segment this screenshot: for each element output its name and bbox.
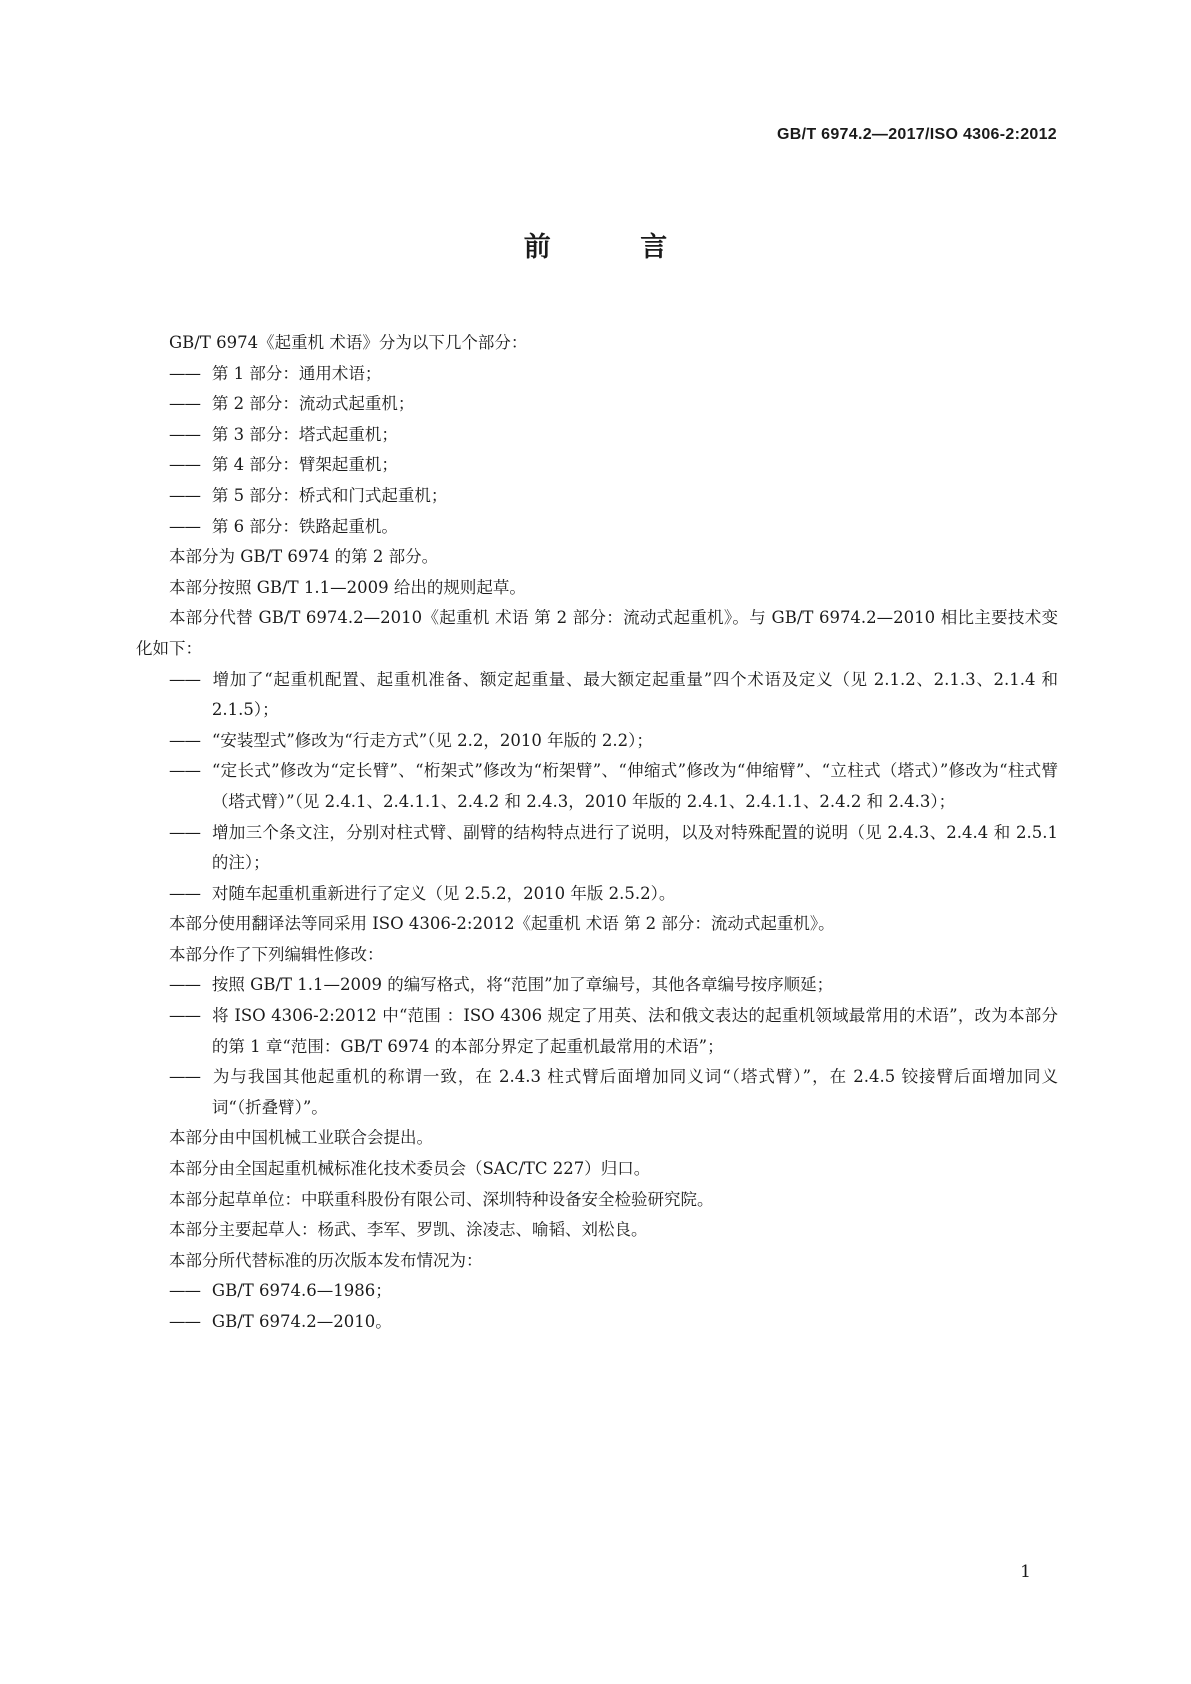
dash-mark: —— bbox=[169, 669, 200, 689]
list-item bbox=[169, 756, 1058, 817]
paragraph bbox=[136, 328, 1058, 359]
list-item bbox=[169, 726, 1058, 757]
paragraph-text: “安装型式”修改为“行走方式”（见 2.2，2010 年版的 2.2）； bbox=[211, 730, 653, 750]
dash-mark: —— bbox=[169, 363, 200, 383]
paragraph bbox=[136, 542, 1058, 573]
paragraph bbox=[136, 1215, 1058, 1246]
paragraph bbox=[136, 1154, 1058, 1185]
paragraph-text: 将 ISO 4306-2:2012 中“范围 ：ISO 4306 规定了用英、法和俄文表达的起重机领域最常用的术语”，改为本部分的第 1 章“范围：GB/T 6974 的本部分界定了起重机最常用的术语”； bbox=[211, 1006, 1058, 1056]
paragraph-text: GB/T 6974《起重机 术语》分为以下几个部分： bbox=[169, 333, 528, 352]
paragraph-text: “定长式”修改为“定长臂”、“桁架式”修改为“桁架臂”、“伸缩式”修改为“伸缩臂”、“立柱式（塔式）”修改为“柱式臂（塔式臂）”（见 2.4.1、2.4.1.1、2.4.2 和 2.4.3，2010 年版的 2.4.1、2.4.1.1、2.4.2 和 2.4.3）； bbox=[211, 761, 1058, 811]
page-number: 1 bbox=[1020, 1562, 1031, 1582]
paragraph-text: GB/T 6974.2—2010。 bbox=[211, 1312, 392, 1331]
paragraph-text: 本部分主要起草人：杨武、李军、罗凯、涂凌志、喻韬、刘松良。 bbox=[169, 1220, 648, 1240]
paragraph-text: 第 6 部分：铁路起重机。 bbox=[211, 516, 398, 536]
dash-mark: —— bbox=[169, 761, 200, 781]
paragraph-text: 第 4 部分：臂架起重机； bbox=[211, 455, 398, 475]
paragraph bbox=[136, 940, 1058, 971]
dash-mark: —— bbox=[169, 822, 200, 842]
paragraph-text: GB/T 6974.6—1986； bbox=[211, 1281, 392, 1301]
paragraph-text: 第 1 部分：通用术语； bbox=[211, 363, 382, 383]
list-item bbox=[169, 420, 1058, 451]
list-item bbox=[169, 481, 1058, 512]
dash-mark: —— bbox=[169, 1006, 200, 1026]
standard-number: GB/T 6974.2—2017/ISO 4306-2:2012 bbox=[777, 126, 1057, 143]
paragraph-text: 本部分按照 GB/T 1.1—2009 给出的规则起草。 bbox=[169, 577, 526, 597]
list-item bbox=[169, 359, 1058, 390]
paragraph bbox=[136, 1185, 1058, 1216]
paragraph-text: 对随车起重机重新进行了定义（见 2.5.2，2010 年版 2.5.2）。 bbox=[211, 883, 676, 903]
list-item bbox=[169, 512, 1058, 543]
paragraph-text: 本部分作了下列编辑性修改： bbox=[169, 944, 384, 964]
paragraph-text: 第 3 部分：塔式起重机； bbox=[211, 424, 398, 444]
paragraph-text: 第 5 部分：桥式和门式起重机； bbox=[211, 485, 448, 505]
list-item bbox=[169, 1062, 1058, 1123]
list-item bbox=[169, 1001, 1058, 1062]
list-item bbox=[169, 665, 1058, 726]
dash-mark: —— bbox=[169, 975, 200, 995]
list-item bbox=[169, 450, 1058, 481]
dash-mark: —— bbox=[169, 424, 200, 444]
dash-mark: —— bbox=[169, 883, 200, 903]
paragraph-text: 本部分由全国起重机械标准化技术委员会（SAC/TC 227）归口。 bbox=[169, 1159, 651, 1179]
dash-mark: —— bbox=[169, 485, 200, 505]
paragraph bbox=[136, 909, 1058, 940]
paragraph-text: 增加三个条文注，分别对柱式臂、副臂的结构特点进行了说明，以及对特殊配置的说明（见 2.4.3、2.4.4 和 2.5.1 的注）； bbox=[211, 822, 1058, 873]
paragraph-text: 按照 GB/T 1.1—2009 的编写格式，将“范围”加了章编号，其他各章编号按序顺延； bbox=[211, 975, 834, 995]
paragraph-text: 增加了“起重机配置、起重机准备、额定起重量、最大额定起重量”四个术语及定义（见 2.1.2、2.1.3、2.1.4 和 2.1.5）； bbox=[211, 669, 1058, 720]
paragraph-text: 第 2 部分：流动式起重机； bbox=[211, 394, 415, 414]
foreword-body bbox=[136, 328, 1058, 1338]
list-item bbox=[169, 1276, 1058, 1307]
list-item bbox=[169, 389, 1058, 420]
list-item bbox=[169, 970, 1058, 1001]
list-item bbox=[169, 1307, 1058, 1338]
dash-mark: —— bbox=[169, 1312, 200, 1331]
paragraph-text: 为与我国其他起重机的称谓一致，在 2.4.3 柱式臂后面增加同义词“（塔式臂）”，在 2.4.5 铰接臂后面增加同义词“（折叠臂）”。 bbox=[211, 1067, 1058, 1117]
dash-mark: —— bbox=[169, 394, 200, 414]
dash-mark: —— bbox=[169, 516, 200, 536]
paragraph bbox=[136, 1123, 1058, 1154]
paragraph-text: 本部分代替 GB/T 6974.2—2010《起重机 术语 第 2 部分：流动式起重机》。与 GB/T 6974.2—2010 相比主要技术变化如下： bbox=[136, 608, 1058, 658]
paragraph bbox=[136, 573, 1058, 604]
paragraph bbox=[136, 1246, 1058, 1277]
page-title: 前 言 bbox=[523, 232, 708, 263]
dash-mark: —— bbox=[169, 455, 200, 475]
dash-mark: —— bbox=[169, 1067, 200, 1087]
paragraph-text: 本部分所代替标准的历次版本发布情况为： bbox=[169, 1250, 483, 1270]
paragraph-text: 本部分起草单位：中联重科股份有限公司、深圳特种设备安全检验研究院。 bbox=[169, 1189, 714, 1209]
paragraph-text: 本部分由中国机械工业联合会提出。 bbox=[169, 1128, 433, 1148]
paragraph-text: 本部分为 GB/T 6974 的第 2 部分。 bbox=[169, 547, 439, 567]
dash-mark: —— bbox=[169, 1281, 200, 1301]
dash-mark: —— bbox=[169, 730, 200, 750]
list-item bbox=[169, 879, 1058, 910]
paragraph bbox=[136, 603, 1058, 664]
list-item bbox=[169, 818, 1058, 879]
paragraph-text: 本部分使用翻译法等同采用 ISO 4306-2:2012《起重机 术语 第 2 部分：流动式起重机》。 bbox=[169, 914, 835, 934]
